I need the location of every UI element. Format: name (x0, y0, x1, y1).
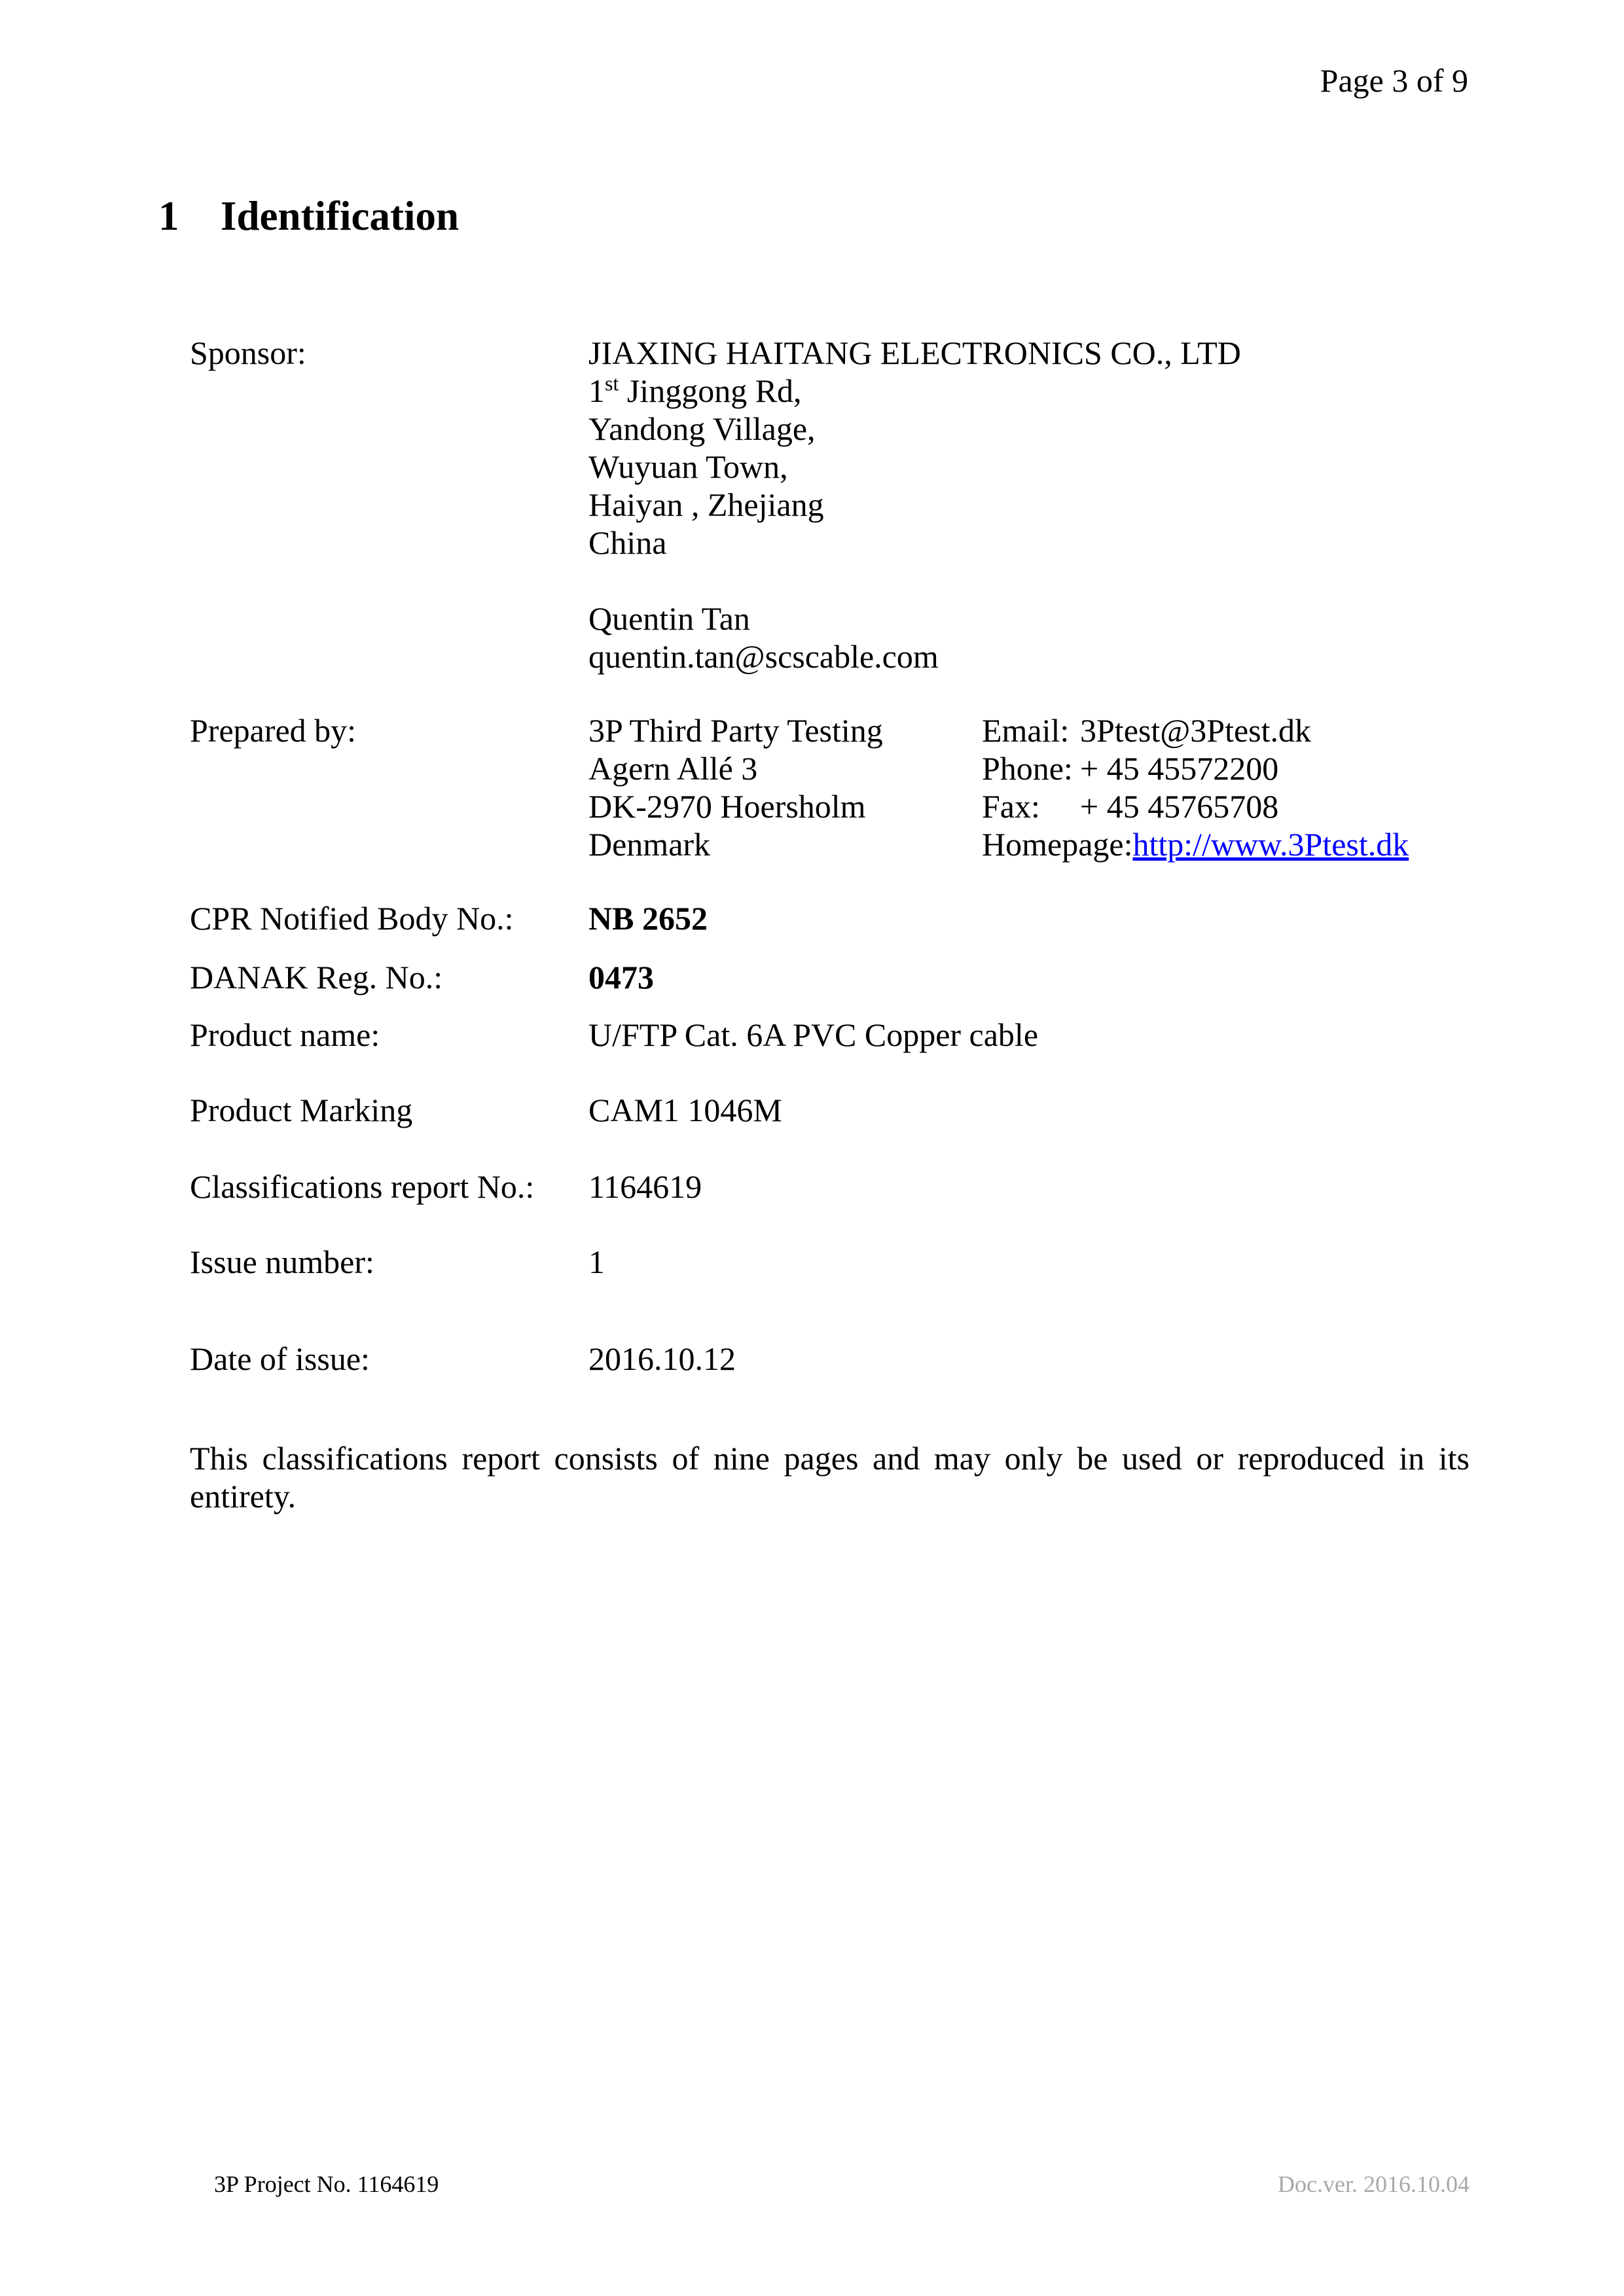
field-label: Issue number: (190, 1244, 374, 1280)
email-value: 3Ptest@3Ptest.dk (1080, 712, 1312, 749)
field-value: 1 (588, 1244, 605, 1280)
sponsor-address-line: China (588, 524, 667, 561)
field-label: Date of issue: (190, 1340, 370, 1377)
sponsor-contact-email: quentin.tan@scscable.com (588, 638, 939, 675)
field-row-issue-number (190, 1243, 605, 1281)
field-row-product-marking (190, 1091, 782, 1129)
prepared-by-contacts (982, 711, 1409, 863)
section-number: 1 (158, 193, 179, 239)
field-row-date-of-issue (190, 1340, 736, 1378)
contact-line-email (982, 711, 1409, 749)
sponsor-row (190, 334, 1241, 675)
prepared-address-line: Agern Allé 3 (588, 750, 758, 787)
homepage-label: Homepage: (982, 826, 1133, 863)
street-ordinal: st (605, 371, 619, 395)
sponsor-street (588, 372, 1241, 410)
phone-value: + 45 45572200 (1080, 750, 1279, 787)
field-value: 2016.10.12 (588, 1340, 736, 1377)
field-value: CAM1 1046M (588, 1092, 782, 1128)
field-label: CPR Notified Body No.: (190, 900, 514, 937)
note-line-2: entirety. (190, 1478, 296, 1515)
field-label: Product name: (190, 1016, 380, 1053)
footer-doc-version: Doc.ver. 2016.10.04 (1278, 2171, 1470, 2197)
sponsor-address-line: Yandong Village, (588, 410, 816, 447)
field-row-product-name (190, 1016, 1038, 1054)
street-number: 1 (588, 372, 605, 409)
field-row-cpr-notified-body (190, 899, 708, 937)
sponsor-company: JIAXING HAITANG ELECTRONICS CO., LTD (588, 334, 1241, 371)
sponsor-label: Sponsor: (190, 334, 306, 371)
field-row-report-no (190, 1168, 702, 1206)
fax-value: + 45 45765708 (1080, 788, 1279, 825)
blank-line (588, 562, 1241, 600)
prepared-by-row (190, 711, 1409, 863)
field-value: 0473 (588, 959, 654, 996)
sponsor-address-line: Haiyan , Zhejiang (588, 486, 824, 523)
sponsor-contact-name: Quentin Tan (588, 600, 750, 637)
prepared-address-line: DK-2970 Hoersholm (588, 788, 866, 825)
prepared-by-address (588, 711, 982, 863)
contact-line-phone (982, 749, 1409, 787)
street-rest: Jinggong Rd, (619, 372, 802, 409)
page-number: Page 3 of 9 (1320, 62, 1468, 99)
section-heading (158, 193, 459, 239)
contact-line-fax (982, 787, 1409, 825)
field-label: DANAK Reg. No.: (190, 959, 443, 996)
sponsor-value (588, 334, 1241, 675)
field-row-danak-reg (190, 958, 654, 996)
contact-line-homepage (982, 825, 1409, 863)
phone-label: Phone: (982, 750, 1073, 787)
homepage-link[interactable]: http://www.3Ptest.dk (1132, 826, 1409, 863)
prepared-address-line: Denmark (588, 826, 711, 863)
field-value: 1164619 (588, 1168, 702, 1205)
section-title: Identification (221, 193, 460, 239)
field-value: NB 2652 (588, 900, 708, 937)
fax-label: Fax: (982, 788, 1040, 825)
prepared-by-label: Prepared by: (190, 712, 357, 749)
email-label: Email: (982, 712, 1070, 749)
field-label: Classifications report No.: (190, 1168, 535, 1205)
prepared-address-line: 3P Third Party Testing (588, 712, 883, 749)
entirety-note (190, 1439, 1470, 1515)
footer-project-number: 3P Project No. 1164619 (214, 2171, 439, 2197)
note-line-1: This classifications report consists of nine pages and may only be used or reproduced in its (190, 1440, 1470, 1477)
field-label: Product Marking (190, 1092, 413, 1128)
field-value: U/FTP Cat. 6A PVC Copper cable (588, 1016, 1039, 1053)
sponsor-address-line: Wuyuan Town, (588, 448, 788, 485)
